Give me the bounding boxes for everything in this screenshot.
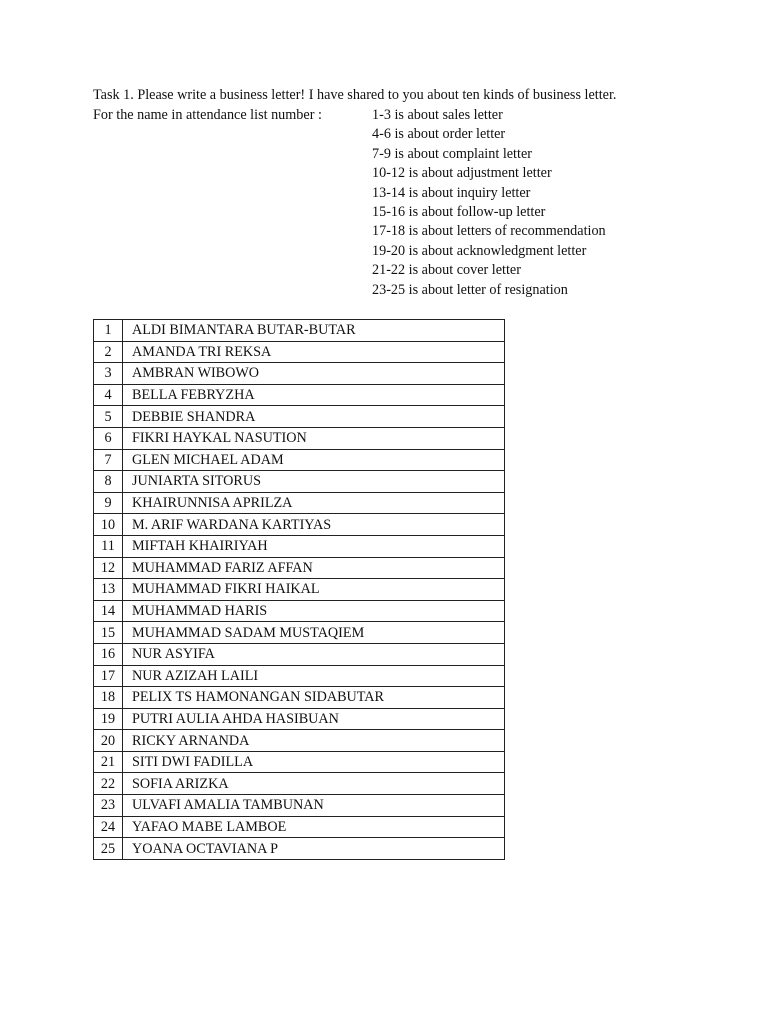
table-row [94, 427, 505, 449]
row-number: 20 [94, 730, 123, 752]
student-name: JUNIARTA SITORUS [123, 471, 505, 493]
student-name: SITI DWI FADILLA [123, 751, 505, 773]
table-row [94, 687, 505, 709]
category-item: 21-22 is about cover letter [372, 262, 521, 279]
table-row [94, 492, 505, 514]
student-name: NUR AZIZAH LAILI [123, 665, 505, 687]
attendance-prompt: For the name in attendance list number : [93, 107, 322, 123]
row-number: 13 [94, 579, 123, 601]
table-row [94, 579, 505, 601]
row-number: 12 [94, 557, 123, 579]
student-name: PUTRI AULIA AHDA HASIBUAN [123, 708, 505, 730]
table-row [94, 406, 505, 428]
student-name: YOANA OCTAVIANA P [123, 838, 505, 860]
row-number: 10 [94, 514, 123, 536]
letter-category-list [372, 107, 606, 301]
table-row [94, 795, 505, 817]
table-row [94, 773, 505, 795]
student-name: ALDI BIMANTARA BUTAR-BUTAR [123, 320, 505, 342]
student-name: BELLA FEBRYZHA [123, 384, 505, 406]
row-number: 1 [94, 320, 123, 342]
table-row [94, 557, 505, 579]
category-item: 19-20 is about acknowledgment letter [372, 242, 587, 259]
table-row [94, 622, 505, 644]
student-name: GLEN MICHAEL ADAM [123, 449, 505, 471]
category-item: 4-6 is about order letter [372, 126, 506, 143]
student-name: RICKY ARNANDA [123, 730, 505, 752]
student-name: MUHAMMAD FARIZ AFFAN [123, 557, 505, 579]
student-name: NUR ASYIFA [123, 643, 505, 665]
table-row [94, 730, 505, 752]
row-number: 2 [94, 341, 123, 363]
table-row [94, 643, 505, 665]
row-number: 5 [94, 406, 123, 428]
student-name: FIKRI HAYKAL NASUTION [123, 427, 505, 449]
row-number: 22 [94, 773, 123, 795]
table-row [94, 708, 505, 730]
category-item: 17-18 is about letters of recommendation [372, 223, 606, 240]
row-number: 24 [94, 816, 123, 838]
row-number: 19 [94, 708, 123, 730]
category-item: 1-3 is about sales letter [372, 107, 503, 123]
category-item: 10-12 is about adjustment letter [372, 165, 552, 182]
row-number: 21 [94, 751, 123, 773]
student-name: MUHAMMAD SADAM MUSTAQIEM [123, 622, 505, 644]
row-number: 16 [94, 643, 123, 665]
row-number: 25 [94, 838, 123, 860]
student-name: MUHAMMAD HARIS [123, 600, 505, 622]
table-row [94, 471, 505, 493]
row-number: 7 [94, 449, 123, 471]
student-name: YAFAO MABE LAMBOE [123, 816, 505, 838]
row-number: 11 [94, 535, 123, 557]
student-name: MIFTAH KHAIRIYAH [123, 535, 505, 557]
row-number: 6 [94, 427, 123, 449]
student-name: AMANDA TRI REKSA [123, 341, 505, 363]
row-number: 17 [94, 665, 123, 687]
category-item: 13-14 is about inquiry letter [372, 184, 531, 201]
row-number: 23 [94, 795, 123, 817]
category-item: 7-9 is about complaint letter [372, 145, 532, 162]
table-row [94, 384, 505, 406]
table-row [94, 449, 505, 471]
table-row [94, 320, 505, 342]
table-row [94, 816, 505, 838]
table-row [94, 600, 505, 622]
category-item: 15-16 is about follow-up letter [372, 203, 546, 220]
row-number: 4 [94, 384, 123, 406]
row-number: 3 [94, 363, 123, 385]
row-number: 9 [94, 492, 123, 514]
row-number: 14 [94, 600, 123, 622]
student-name: PELIX TS HAMONANGAN SIDABUTAR [123, 687, 505, 709]
row-number: 8 [94, 471, 123, 493]
student-name: DEBBIE SHANDRA [123, 406, 505, 428]
task-instruction: Task 1. Please write a business letter! I have shared to you about ten kinds of business letter. [93, 87, 617, 103]
student-name: KHAIRUNNISA APRILZA [123, 492, 505, 514]
student-name: AMBRAN WIBOWO [123, 363, 505, 385]
student-name: MUHAMMAD FIKRI HAIKAL [123, 579, 505, 601]
student-name: SOFIA ARIZKA [123, 773, 505, 795]
student-name: ULVAFI AMALIA TAMBUNAN [123, 795, 505, 817]
category-item: 23-25 is about letter of resignation [372, 281, 568, 298]
table-row [94, 535, 505, 557]
table-row [94, 514, 505, 536]
table-row [94, 363, 505, 385]
table-row [94, 665, 505, 687]
student-name: M. ARIF WARDANA KARTIYAS [123, 514, 505, 536]
row-number: 15 [94, 622, 123, 644]
table-row [94, 341, 505, 363]
table-row [94, 751, 505, 773]
row-number: 18 [94, 687, 123, 709]
table-row [94, 838, 505, 860]
attendance-table [93, 319, 505, 860]
